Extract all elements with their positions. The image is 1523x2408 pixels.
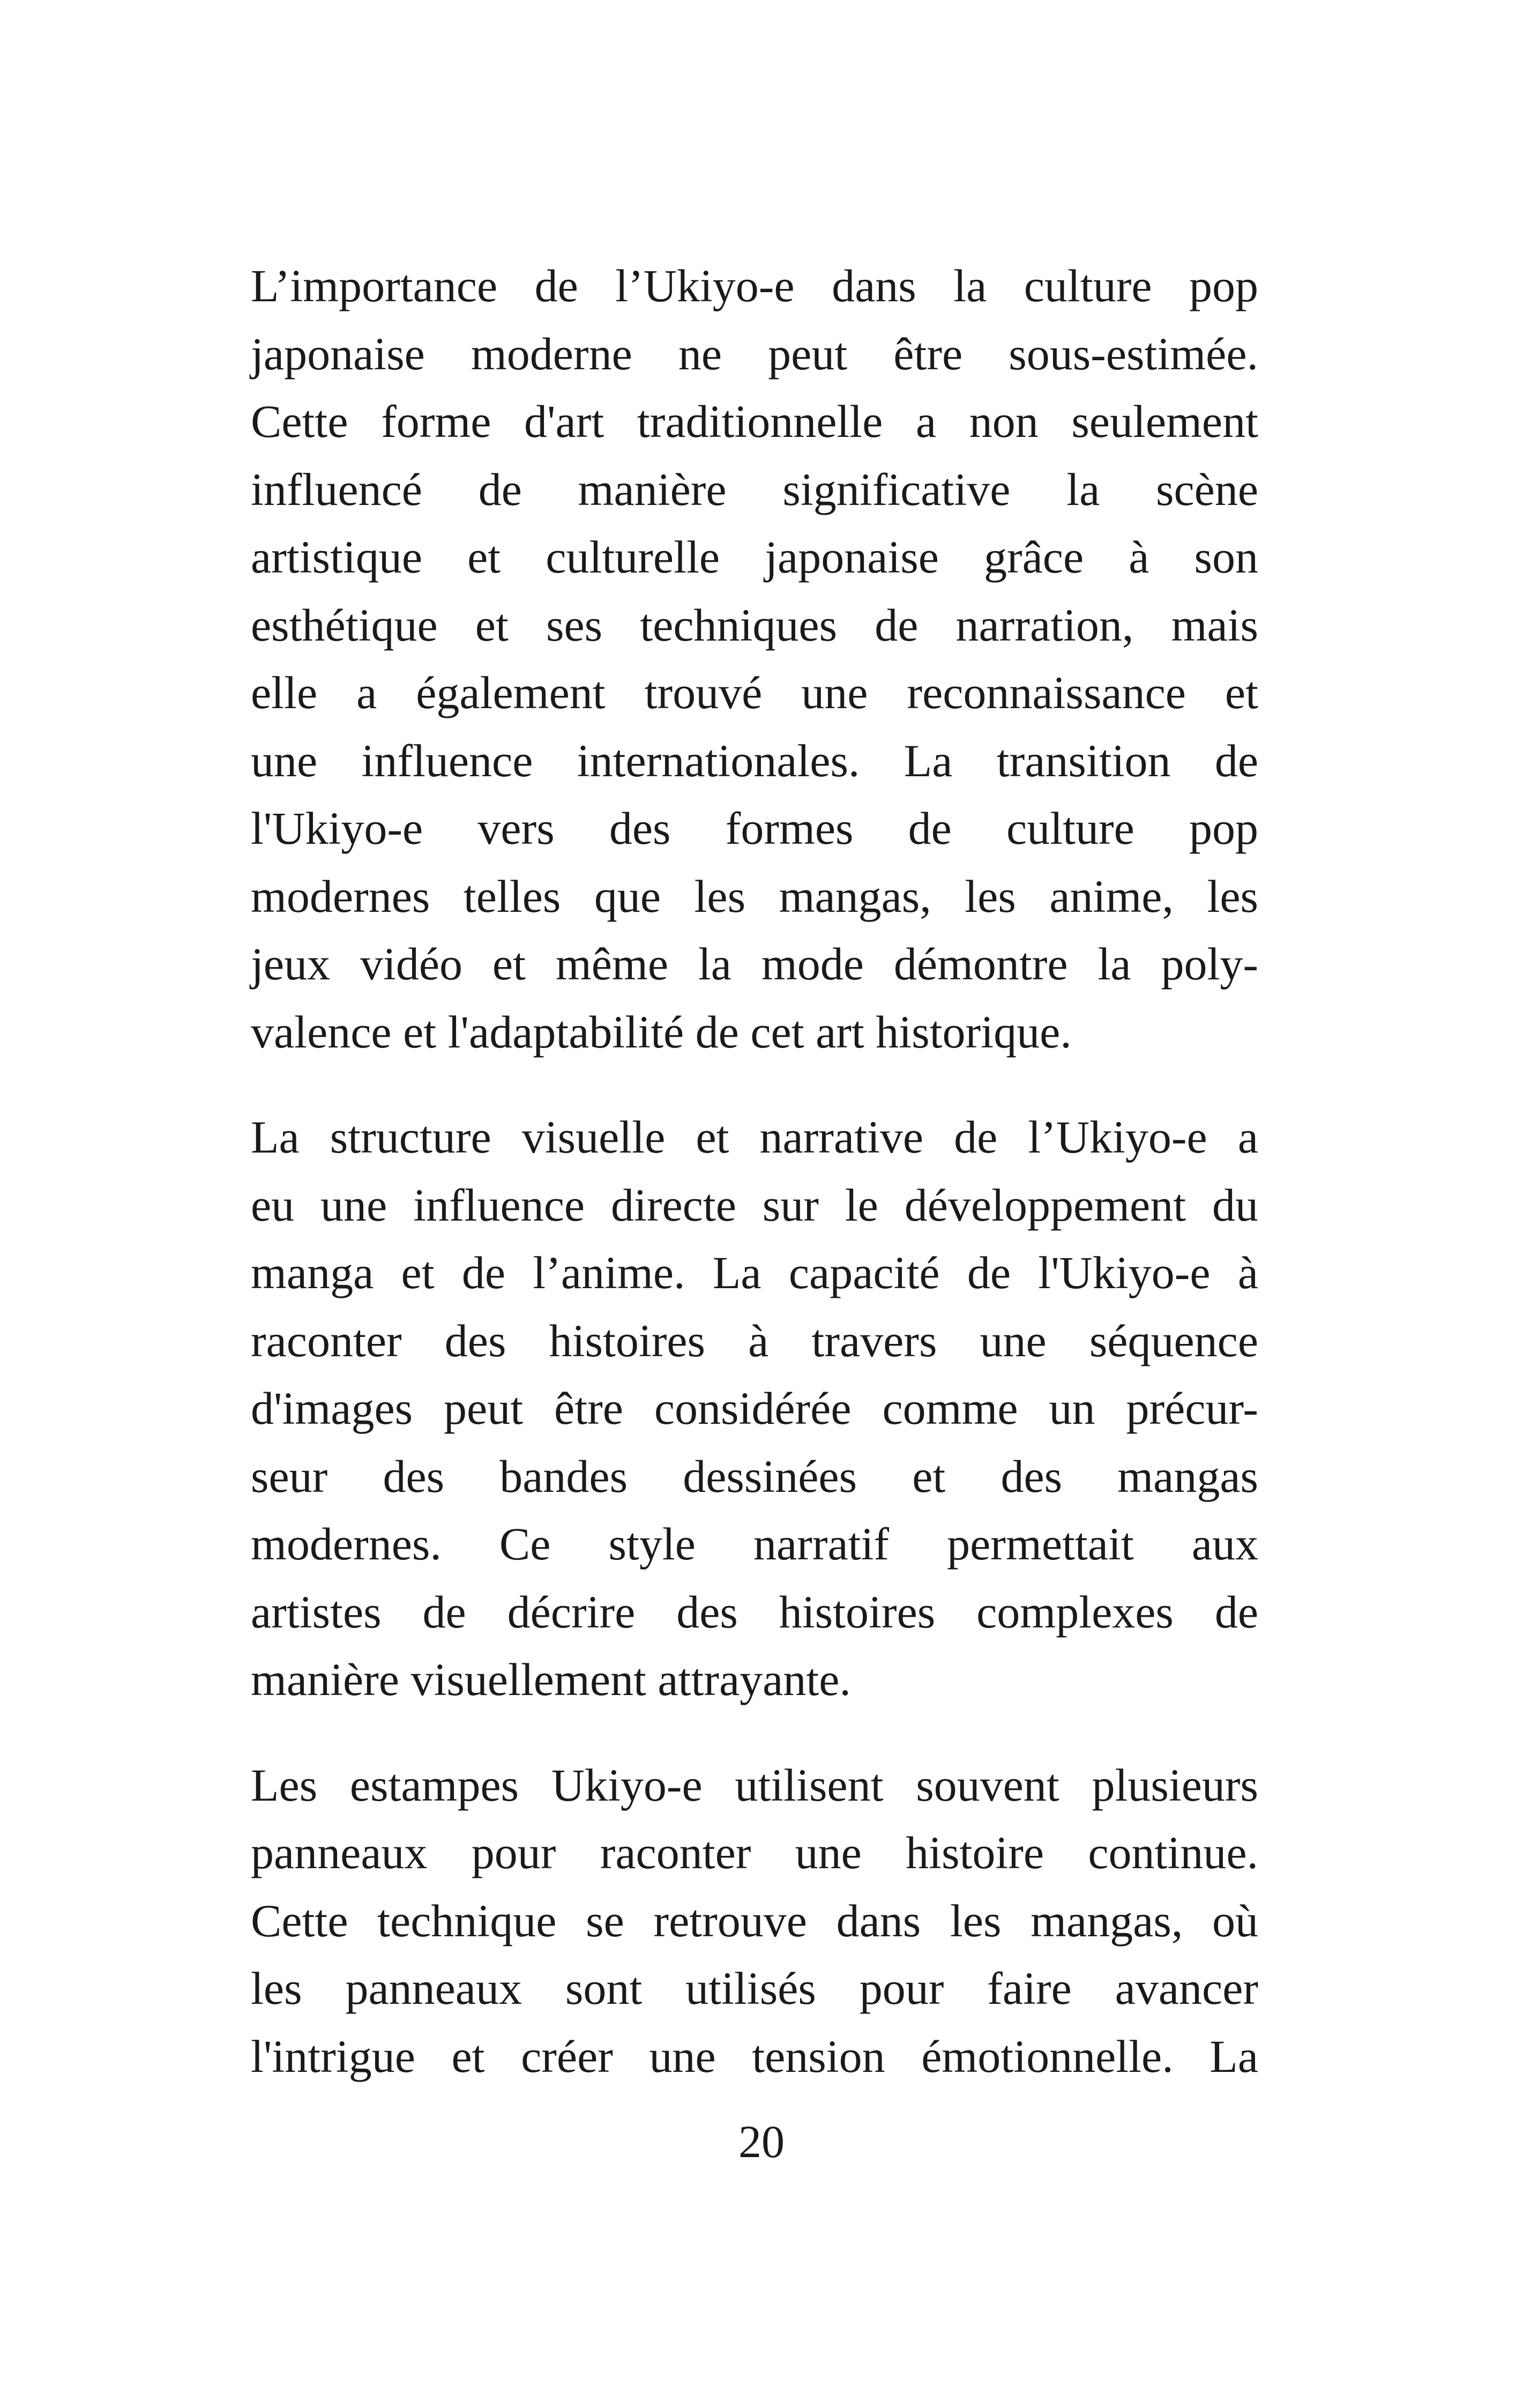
- text-line: manga et de l’anime. La capacité de l'Ukiyo-e à: [251, 1247, 1258, 1298]
- text-line: japonaise moderne ne peut être sous-estimée.: [251, 328, 1258, 380]
- text-line: influencé de manière significative la scène: [251, 463, 1258, 515]
- text-line: Les estampes Ukiyo-e utilisent souvent plusieurs: [251, 1759, 1258, 1811]
- text-line: Cette forme d'art traditionnelle a non seulement: [251, 396, 1258, 447]
- text-line: L’importance de l’Ukiyo-e dans la culture pop: [251, 260, 1258, 311]
- text-line: eu une influence directe sur le développement du: [251, 1179, 1258, 1231]
- text-line: Cette technique se retrouve dans les mangas, où: [251, 1894, 1258, 1946]
- text-line: l'Ukiyo-e vers des formes de culture pop: [251, 802, 1258, 854]
- text-line: modernes. Ce style narratif permettait aux: [251, 1518, 1258, 1570]
- text-line: modernes telles que les mangas, les anime, les: [251, 870, 1258, 922]
- text-line: manière visuellement attrayante.: [251, 1654, 851, 1705]
- text-line: les panneaux sont utilisés pour faire avancer: [251, 1963, 1258, 2014]
- text-line: une influence internationales. La transition de: [251, 734, 1258, 786]
- text-line: La structure visuelle et narrative de l’Ukiyo-e a: [251, 1111, 1258, 1163]
- text-line: d'images peut être considérée comme un précur-: [251, 1383, 1258, 1434]
- text-line: panneaux pour raconter une histoire continue.: [251, 1827, 1258, 1878]
- body-text: [251, 252, 1258, 2128]
- text-line: jeux vidéo et même la mode démontre la poly-: [251, 938, 1258, 990]
- page-number: 20: [738, 2116, 785, 2167]
- text-line: artistes de décrire des histoires complexes de: [251, 1586, 1258, 1638]
- text-line: raconter des histoires à travers une séquence: [251, 1314, 1258, 1366]
- text-line: elle a également trouvé une reconnaissance et: [251, 667, 1258, 718]
- text-line: l'intrigue et créer une tension émotionnelle. La: [251, 2030, 1258, 2082]
- text-line: valence et l'adaptabilité de cet art historique.: [251, 1006, 1072, 1058]
- text-line: artistique et culturelle japonaise grâce à son: [251, 531, 1258, 583]
- text-line: esthétique et ses techniques de narration, mais: [251, 599, 1258, 651]
- paragraph-1: [251, 252, 1258, 1066]
- paragraph-2: [251, 1103, 1258, 1714]
- text-line: seur des bandes dessinées et des mangas: [251, 1450, 1258, 1502]
- paragraph-3: [251, 1751, 1258, 2091]
